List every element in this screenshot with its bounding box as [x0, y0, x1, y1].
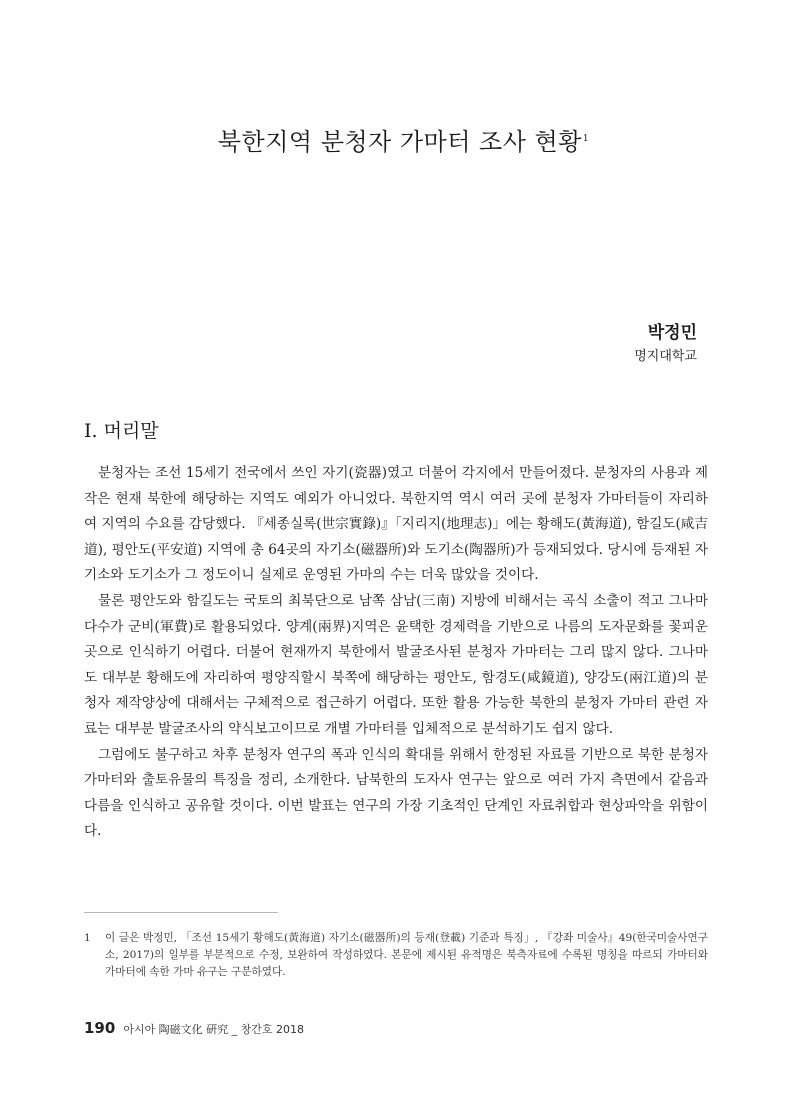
- page-folio: [84, 1019, 304, 1037]
- title-text: 북한지역 분청자 가마터 조사 현황: [217, 128, 582, 156]
- body-text: [84, 461, 708, 845]
- paragraph: 물론 평안도와 함길도는 국토의 최북단으로 남쪽 삼남(三南) 지방에 비해서는 곡식 소출이 적고 그나마 다수가 군비(軍費)로 활용되었다. 양계(兩界)지역은 윤택한 경제력을 기반으로 나름의 도자문화를 꽃피운 곳으로 인식하기 어렵다. 더불어 현재까지 북한에서 발굴조사된 분청자 가마터는 그리 많지 않다. 그나마도 대부분 황해도에 자리하여 평양직할시 북쪽에 해당하는 평안도, 함경도(咸鏡道), 양강도(兩江道)의 분청자 제작양상에 대해서는 구체적으로 접근하기 어렵다. 또한 활용 가능한 북한의 분청자 가마터 관련 자료는 대부분 발굴조사의 약식보고이므로 개별 가마터를 입체적으로 분석하기도 쉽지 않다.: [84, 592, 708, 737]
- footnote-text: 이 글은 박정민, 「조선 15세기 황해도(黃海道) 자기소(磁器所)의 등재(登載) 기준과 특징」, 『강좌 미술사』49(한국미술사연구소, 2017)의 일부를 부분적으로 수정, 보완하여 작성하였다. 본문에 제시된 유적명은 북측자료에 수록된 명칭을 따르되 가마터와 가마터에 속한 가마 유구는 구분하였다.: [105, 932, 708, 978]
- paragraph: 분청자는 조선 15세기 전국에서 쓰인 자기(瓷器)였고 더불어 각지에서 만들어졌다. 분청자의 사용과 제작은 현재 북한에 해당하는 지역도 예외가 아니었다. 북한지역 역시 여러 곳에 분청자 가마터들이 자리하여 지역의 수요를 감당했다. 『세종실록(世宗實錄)』「지리지(地理志)」에는 황해도(黃海道), 함길도(咸吉道), 평안도(平安道) 지역에 총 64곳의 자기소(磁器所)와 도기소(陶器所)가 등재되었다. 당시에 등재된 자기소와 도기소가 그 정도이니 실제로 운영된 가마의 수는 더욱 많았을 것이다.: [84, 465, 708, 584]
- section-heading: Ⅰ. 머리말: [84, 420, 159, 442]
- footnote: [84, 930, 708, 981]
- author-name: 박정민: [647, 323, 697, 343]
- author-affiliation: 명지대학교: [634, 349, 697, 364]
- page-number: 190: [84, 1019, 116, 1037]
- title-footnote-mark[interactable]: 1: [582, 134, 590, 144]
- footnote-divider: [84, 912, 278, 913]
- footnote-number: 1: [84, 932, 91, 944]
- paper-title: [0, 122, 807, 157]
- paragraph: 그럼에도 불구하고 차후 분청자 연구의 폭과 인식의 확대를 위해서 한정된 자료를 기반으로 북한 분청자 가마터와 출토유물의 특징을 정리, 소개한다. 남북한의 도자사 연구는 앞으로 여러 가지 측면에서 같음과 다름을 인식하고 공유할 것이다. 이번 발표는 연구의 가장 기초적인 단계인 자료취합과 현상파악을 위함이다.: [84, 746, 708, 840]
- journal-name: 아시아 陶磁文化 硏究 _ 창간호 2018: [123, 1023, 305, 1036]
